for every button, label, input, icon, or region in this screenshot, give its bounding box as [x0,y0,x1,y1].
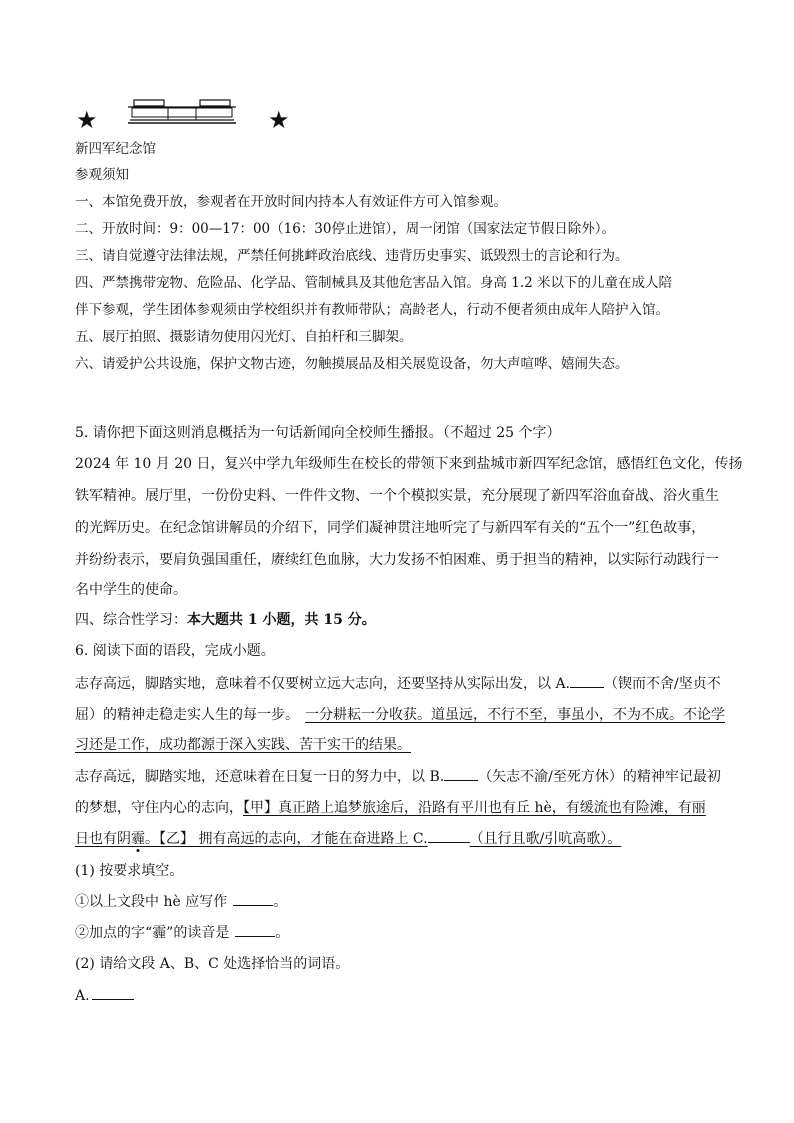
dotted-character: 霾 [131,831,145,847]
notice-rule: 一、本馆免费开放，参观者在开放时间内持本人有效证件方可入馆参观。 [75,194,507,210]
question-6-prompt: 6. 阅读下面的语段，完成小题。 [75,643,275,659]
underlined-sentence: 【甲】真正踏上追梦旅途后，沿路有平川也有丘 hè，有缓流也有险滩，有丽 [243,800,706,816]
section-heading-label: 四、综合性学习： [75,612,187,628]
section-heading [75,609,376,631]
passage-line [75,797,706,819]
blank-a[interactable] [570,673,604,688]
passage-text: 志存高远，脚踏实地，意味着不仅要树立远大志向，还要坚持从实际出发，以 A. [75,676,571,692]
fill-line [75,922,289,944]
notice-rule: 四、严禁携带宠物、危险品、化学品、管制械具及其他危害品入馆。身高 1.2 米以下的儿童在成人陪 [75,275,673,291]
period: 。 [273,894,288,910]
fill-prompt: ①以上文段中 hè 应写作 [75,894,228,910]
notice-rule: 五、展厅拍照、摄影请勿使用闪光灯、自拍杆和三脚架。 [75,329,413,345]
star-left-icon: ★ [76,106,98,134]
building-icon [128,98,236,126]
sub-question-2: (2) 请给文段 A、B、C 处选择恰当的词语。 [75,956,350,972]
notice-rule: 三、请自觉遵守法律法规，严禁任何挑衅政治底线、违背历史事实、诋毁烈士的言论和行为。 [75,248,629,264]
answer-line [75,985,134,1007]
answer-label: A. [75,988,90,1004]
passage-text: 日也有阴 [75,831,131,847]
news-line: 铁军精神。展厅里，一份份史料、一件件文物、一个个模拟实景，充分展现了新四军浴血奋战、浴火重生 [75,488,719,504]
fill-line [75,891,287,913]
passage-text: 志存高远，脚踏实地，还意味着在日复一日的努力中，以 B. [75,769,445,785]
blank-b[interactable] [444,766,478,781]
passage-text: （且行且歌/引吭高歌）。 [469,831,622,847]
notice-rule: 二、开放时间：9：00—17：00（16：30停止进馆），周一闭馆（国家法定节假日除外）。 [75,221,615,237]
section-heading-detail: 本大题共 1 小题，共 15 分。 [187,612,376,628]
answer-blank[interactable] [92,985,134,1000]
passage-line [75,766,721,788]
fill-prompt: ②加点的字“霾”的读音是 [75,925,230,941]
answer-blank[interactable] [235,922,275,937]
news-line: 2024 年 10 月 20 日，复兴中学九年级师生在校长的带领下来到盐城市新四军纪念馆，感悟红色文化，传扬 [75,456,743,472]
passage-text: 。【乙】 拥有高远的志向，才能在奋进路上 C. [145,831,428,847]
sub-question-1: (1) 按要求填空。 [75,863,184,879]
passage-text: （锲而不舍/坚贞不 [604,676,721,692]
passage-text: 的梦想，守住内心的志向， [75,800,243,816]
notice-rule: 伴下参观，学生团体参观须由学校组织并有教师带队；高龄老人，行动不便者须由成年人陪护入馆。 [75,302,669,318]
passage-text: 屈）的精神走稳走实人生的每一步。 [75,707,299,723]
news-line: 的光辉历史。在纪念馆讲解员的介绍下，同学们凝神贯注地听完了与新四军有关的“五个一”红色故事， [75,520,706,536]
notice-title: 参观须知 [75,167,129,183]
underlined-sentence: 习还是工作，成功都源于深入实践、苦干实干的结果。 [75,737,411,753]
passage-text: （矢志不渝/至死方休）的精神牢记最初 [478,769,721,785]
passage-line [75,673,721,695]
passage-line [75,828,621,850]
underlined-sentence: 一分耕耘一分收获。道虽远，不行不至，事虽小，不为不成。不论学 [305,707,725,723]
passage-line [75,704,725,726]
star-right-icon: ★ [268,106,290,134]
news-line: 并纷纷表示，要肩负强国重任，赓续红色血脉，大力发扬不怕困难、勇于担当的精神，以实际行动践行一 [75,552,719,568]
answer-blank[interactable] [233,891,273,906]
notice-rule: 六、请爱护公共设施，保护文物古迹，勿触摸展品及相关展览设备，勿大声喧哗、嬉闹失态。 [75,356,629,372]
museum-name: 新四军纪念馆 [75,141,156,157]
blank-c[interactable] [428,828,470,843]
news-line: 名中学生的使命。 [75,582,187,598]
question-5-prompt: 5. 请你把下面这则消息概括为一句话新闻向全校师生播报。（不超过 25 个字） [75,425,561,441]
period: 。 [275,925,290,941]
